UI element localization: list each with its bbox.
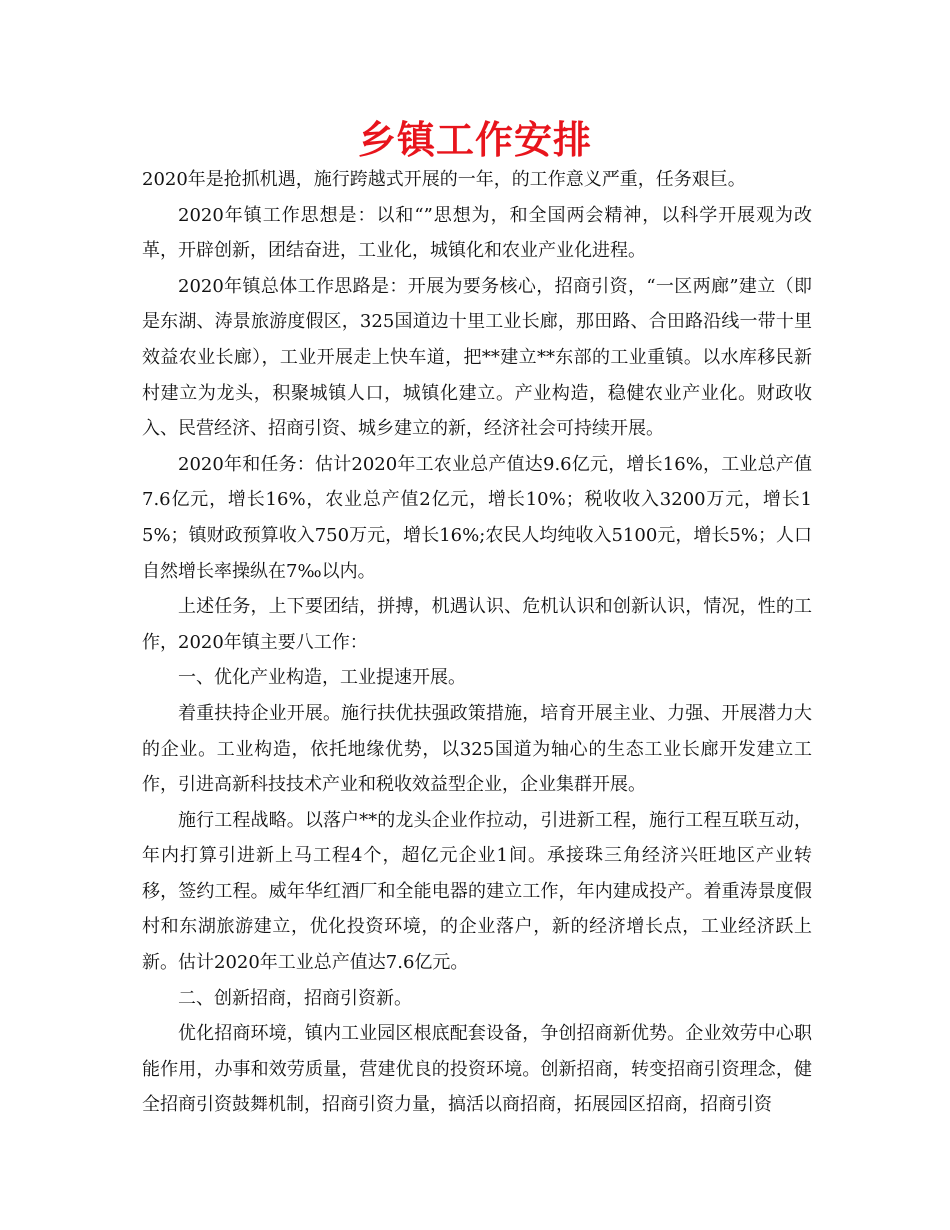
paragraph-3: 2020年镇总体工作思路是：开展为要务核心，招商引资，“一区两廊”建立（即是东湖、涛景旅游度假区，325国道边十里工业长廊，那田路、合田路沿线一带十里效益农业长廊），工业开展走上快车道，把**建立**东部的工业重镇。以水库移民新村建立为龙头，积聚城镇人口，城镇化建立。产业构造，稳健农业产业化。财政收入、民营经济、招商引资、城乡建立的新，经济社会可持续开展。 (142, 275, 812, 440)
paragraph-5: 上述任务，上下要团结，拼搏，机遇认识、危机认识和创新认识，情况，性的工作，2020年镇主要八工作： (142, 596, 812, 653)
paragraph-4: 2020年和任务：估计2020年工农业总产值达9.6亿元，增长16%，工业总产值7.6亿元，增长16%，农业总产值2亿元，增长10%；税收收入3200万元，增长15%；镇财政预算收入750万元，增长16%;农民人均纯收入5100元，增长5%；人口自然增长率操纵在7‰以内。 (142, 453, 812, 582)
section-heading-2: 二、创新招商，招商引资新。 (178, 987, 412, 1009)
paragraph-2: 2020年镇工作思想是：以和“”思想为，和全国两会精神，以科学开展观为改革，开辟创新，团结奋进，工业化，城镇化和农业产业化进程。 (142, 204, 812, 262)
paragraph-7: 施行工程战略。以落户**的龙头企业作拉动，引进新工程，施行工程互联互动，年内打算引进新上马工程4个，超亿元企业1间。承接珠三角经济兴旺地区产业转移，签约工程。威年华红酒厂和全能电器的建立工作，年内建成投产。着重涛景度假村和东湖旅游建立，优化投资环境，的企业落户，新的经济增长点，工业经济跃上新。估计2020年工业总产值达7.6亿元。 (142, 809, 812, 974)
paragraph-1: 2020年是抢抓机遇，施行跨越式开展的一年，的工作意义严重，任务艰巨。 (142, 169, 746, 190)
paragraph-8: 优化招商环境，镇内工业园区根底配套设备，争创招商新优势。企业效劳中心职能作用，办事和效劳质量，营建优良的投资环境。创新招商，转变招商引资理念，健全招商引资鼓舞机制，招商引资力量，搞活以商招商，拓展园区招商，招商引资 (142, 1023, 812, 1116)
document-body (142, 162, 812, 1123)
paragraph-6: 着重扶持企业开展。施行扶优扶强政策措施，培育开展主业、力强、开展潜力大的企业。工业构造，依托地缘优势，以325国道为轴心的生态工业长廊开发建立工作，引进高新科技技术产业和税收效益型企业，企业集群开展。 (142, 702, 812, 796)
document-title: 乡镇工作安排 (357, 118, 592, 162)
section-heading-1: 一、优化产业构造，工业提速开展。 (178, 667, 466, 689)
